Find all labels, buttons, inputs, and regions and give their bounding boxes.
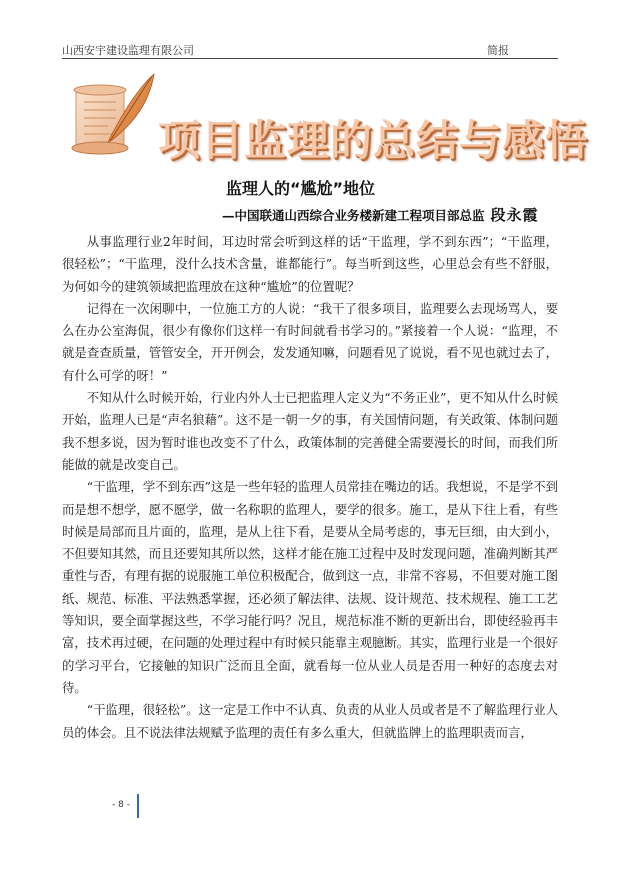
main-title: 项目监理的总结与感悟 <box>158 116 589 165</box>
footer-divider <box>137 794 139 818</box>
page-number: - 8 - <box>112 800 130 810</box>
paragraph: 不知从什么时候开始，行业内外人士已把监理人定义为“不务正业”，更不知从什么时候开始，监理人已是“声名狼藉”。这不是一朝一夕的事，有关国情问题，有关政策、体制问题我不想多说，因为暂时谁也改变不了什么，政策体制的完善健全需要漫长的时间，而我们所能做的就是改变自己。 <box>62 390 558 472</box>
paragraph: 记得在一次闲聊中，一位施工方的人说：“我干了很多项目，监理要么去现场骂人，要么在办公室海侃，很少有像你们这样一有时间就看书学习的。”紧接着一个人说：“监理，不就是查查质量，管管安全，开开例会，发发通知嘛，问题看见了说说，看不见也就过去了，有什么可学的呀！” <box>62 300 558 383</box>
byline-organization: —中国联通山西综合业务楼新建工程项目部总监 <box>222 208 485 223</box>
byline-author: 段永霞 <box>490 206 539 224</box>
paragraph: “干监理，学不到东西”这是一些年轻的监理人员常挂在嘴边的话。我想说，不是学不到而是想不想学，愿不愿学，做一名称职的监理人，要学的很多。施工，是从下往上看，有些时候是局部而且片面的，监理，是从上往下看，是要从全局考虑的，事无巨细，由大到小，不但要知其然，而且还要知其所以然，这样才能在施工过程中及时发现问题，准确判断其严重性与否，有理有据的说服施工单位积极配合，做到这一点，非常不容易，不但要对施工图纸、规范、标准、平法熟悉掌握，还必须了解法律、法规、设计规范、技术规程、施工工艺等知识，要全面掌握这些，不学习能行吗？况且，规范标准不断的更新出台，即使经验再丰富，技术再过硬，在问题的处理过程中有时候只能靠主观臆断。其实，监理行业是一个很好的学习平台，它接触的知识广泛而且全面，就看每一位从业人员是否用一种好的态度去对待。 <box>62 479 558 695</box>
byline <box>222 204 582 225</box>
page-header <box>62 38 558 59</box>
paragraph: “干监理，很轻松”。这一定是工作中不认真、负责的从业人员或者是不了解监理行业人员的体会。且不说法律法规赋予监理的责任有多么重大，但就监牌上的监理职责而言， <box>62 702 558 740</box>
header-doc-type: 简报 <box>487 44 509 57</box>
paragraph: 从事监理行业2年时间，耳边时常会听到这样的话“干监理，学不到东西”；“干监理，很轻松”；“干监理，没什么技术含量，谁都能行”。每当听到这些，心里总会有些不舒服，为何如今的建筑领域把监理放在这种“尴尬”的位置呢？ <box>62 234 558 294</box>
article-subtitle: 监理人的“尴尬”地位 <box>226 179 376 198</box>
header-company: 山西安宇建设监理有限公司 <box>62 44 194 57</box>
page-footer <box>112 794 172 818</box>
article-body <box>62 231 558 744</box>
scroll-and-quill-icon <box>58 68 158 168</box>
